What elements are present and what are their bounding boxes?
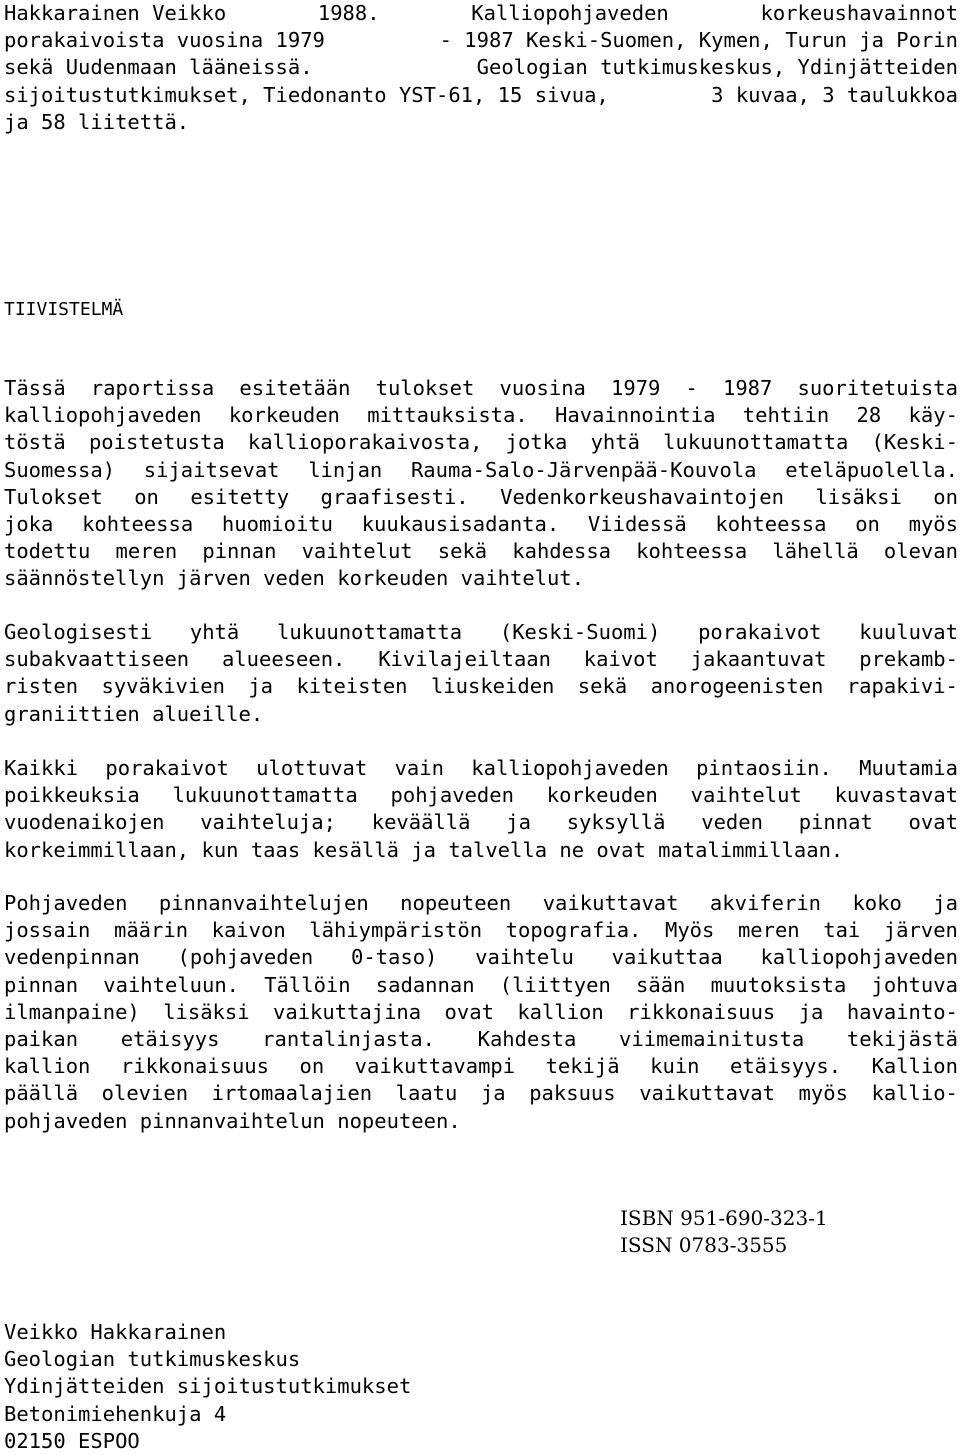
- author-address-block: [4, 1319, 958, 1455]
- citation-segment: sijoitustutkimukset, Tiedonanto YST-61, 15 sivua,: [4, 82, 609, 107]
- citation-segment: porakaivoista vuosina 1979: [4, 28, 325, 53]
- text-line: kallion rikkonaisuus on vaikuttavampi tekijä kuin etäisyys. Kallion: [4, 1054, 958, 1079]
- text-line: Suomessa) sijaitsevat linjan Rauma-Salo-Järvenpää-Kouvola eteläpuolella.: [4, 457, 958, 482]
- citation-segment: Kalliopohjaveden: [471, 1, 669, 25]
- text-line: korkeimmillaan, kun taas kesällä ja talvella ne ovat matalimmillaan.: [4, 837, 844, 862]
- text-line: Geologisesti yhtä lukuunottamatta (Keski-Suomi) porakaivot kuuluvat: [4, 620, 958, 644]
- text-line: graniittien alueille.: [4, 701, 264, 726]
- text-line: joka kohteessa huomioitu kuukausisadanta. Viidessä kohteessa on myös: [4, 511, 958, 536]
- citation-segment: Geologian tutkimuskeskus, Ydinjätteiden: [476, 55, 958, 80]
- text-line: kalliopohjaveden korkeuden mittauksista. Havainnointia tehtiin 28 käy-: [4, 403, 958, 428]
- address-line: 02150 ESPOO: [4, 1428, 140, 1453]
- abstract-paragraph-4: [4, 890, 958, 1135]
- identifier-block: [620, 1205, 920, 1259]
- abstract-paragraph-2: [4, 619, 958, 728]
- abstract-paragraph-1: [4, 375, 958, 593]
- citation-line: ja 58 liitettä.: [4, 109, 190, 134]
- text-line: ilmanpaine) lisäksi vaikuttajina ovat kallion rikkonaisuus ja havainto-: [4, 999, 958, 1024]
- text-line: jossain määrin kaivon lähiympäristön topografia. Myös meren tai järven: [4, 918, 958, 943]
- citation-segment: 1988.: [317, 1, 380, 25]
- text-line: pinnan vaihteluun. Tällöin sadannan (liittyen sään muutoksista johtuva: [4, 972, 958, 997]
- citation-block: [4, 0, 958, 136]
- citation-line: [4, 82, 958, 109]
- abstract-paragraph-3: [4, 755, 958, 864]
- text-line: risten syväkivien ja kiteisten liuskeiden sekä anorogeenisten rapakivi-: [4, 674, 958, 699]
- citation-segment: korkeushavainnot: [760, 1, 958, 25]
- text-line: todettu meren pinnan vaihtelut sekä kahdessa kohteessa lähellä olevan: [4, 539, 958, 564]
- text-line: subakvaattiseen alueeseen. Kivilajeiltaan kaivot jakaantuvat prekamb-: [4, 647, 958, 672]
- text-line: töstä poistetusta kallioporakaivosta, jotka yhtä lukuunottamatta (Keski-: [4, 430, 958, 455]
- citation-segment: sekä Uudenmaan lääneissä.: [4, 55, 313, 80]
- isbn-number: ISBN 951-690-323-1: [620, 1206, 828, 1230]
- address-line: Geologian tutkimuskeskus: [4, 1347, 301, 1372]
- citation-segment: 3 kuvaa, 3 taulukkoa: [711, 82, 958, 107]
- citation-segment: - 1987 Keski-Suomen, Kymen, Turun ja Porin: [439, 28, 958, 53]
- text-line: päällä olevien irtomaalajien laatu ja paksuus vaikuttavat myös kallio-: [4, 1081, 958, 1106]
- address-line: Betonimiehenkuja 4: [4, 1401, 227, 1426]
- abstract-heading: [4, 298, 958, 325]
- address-line: Ydinjätteiden sijoitustutkimukset: [4, 1374, 412, 1399]
- issn-number: ISSN 0783-3555: [620, 1233, 788, 1258]
- text-line: poikkeuksia lukuunottamatta pohjaveden korkeuden vaihtelut kuvastavat: [4, 783, 958, 808]
- text-line: Tässä raportissa esitetään tulokset vuosina 1979 - 1987 suoritetuista: [4, 376, 958, 400]
- text-line: vedenpinnan (pohjaveden 0-taso) vaihtelu vaikuttaa kalliopohjaveden: [4, 945, 958, 970]
- text-line: säännöstellyn järven veden korkeuden vaihtelut.: [4, 566, 585, 591]
- text-line: Pohjaveden pinnanvaihtelujen nopeuteen vaikuttavat akviferin koko ja: [4, 891, 958, 915]
- address-line: Veikko Hakkarainen: [4, 1320, 227, 1344]
- text-line: pohjaveden pinnanvaihtelun nopeuteen.: [4, 1108, 461, 1133]
- citation-line: [4, 54, 958, 81]
- citation-segment: Hakkarainen Veikko: [4, 1, 227, 25]
- text-line: Kaikki porakaivot ulottuvat vain kalliopohjaveden pintaosiin. Muutamia: [4, 756, 958, 780]
- citation-line: [4, 0, 958, 27]
- heading-text: TIIVISTELMÄ: [4, 299, 124, 320]
- text-line: paikan etäisyys rantalinjasta. Kahdesta viimemainitusta tekijästä: [4, 1026, 958, 1051]
- text-line: Tulokset on esitetty graafisesti. Vedenkorkeushavaintojen lisäksi on: [4, 484, 958, 509]
- citation-line: [4, 27, 958, 54]
- text-line: vuodenaikojen vaihteluja; keväällä ja syksyllä veden pinnat ovat: [4, 810, 958, 835]
